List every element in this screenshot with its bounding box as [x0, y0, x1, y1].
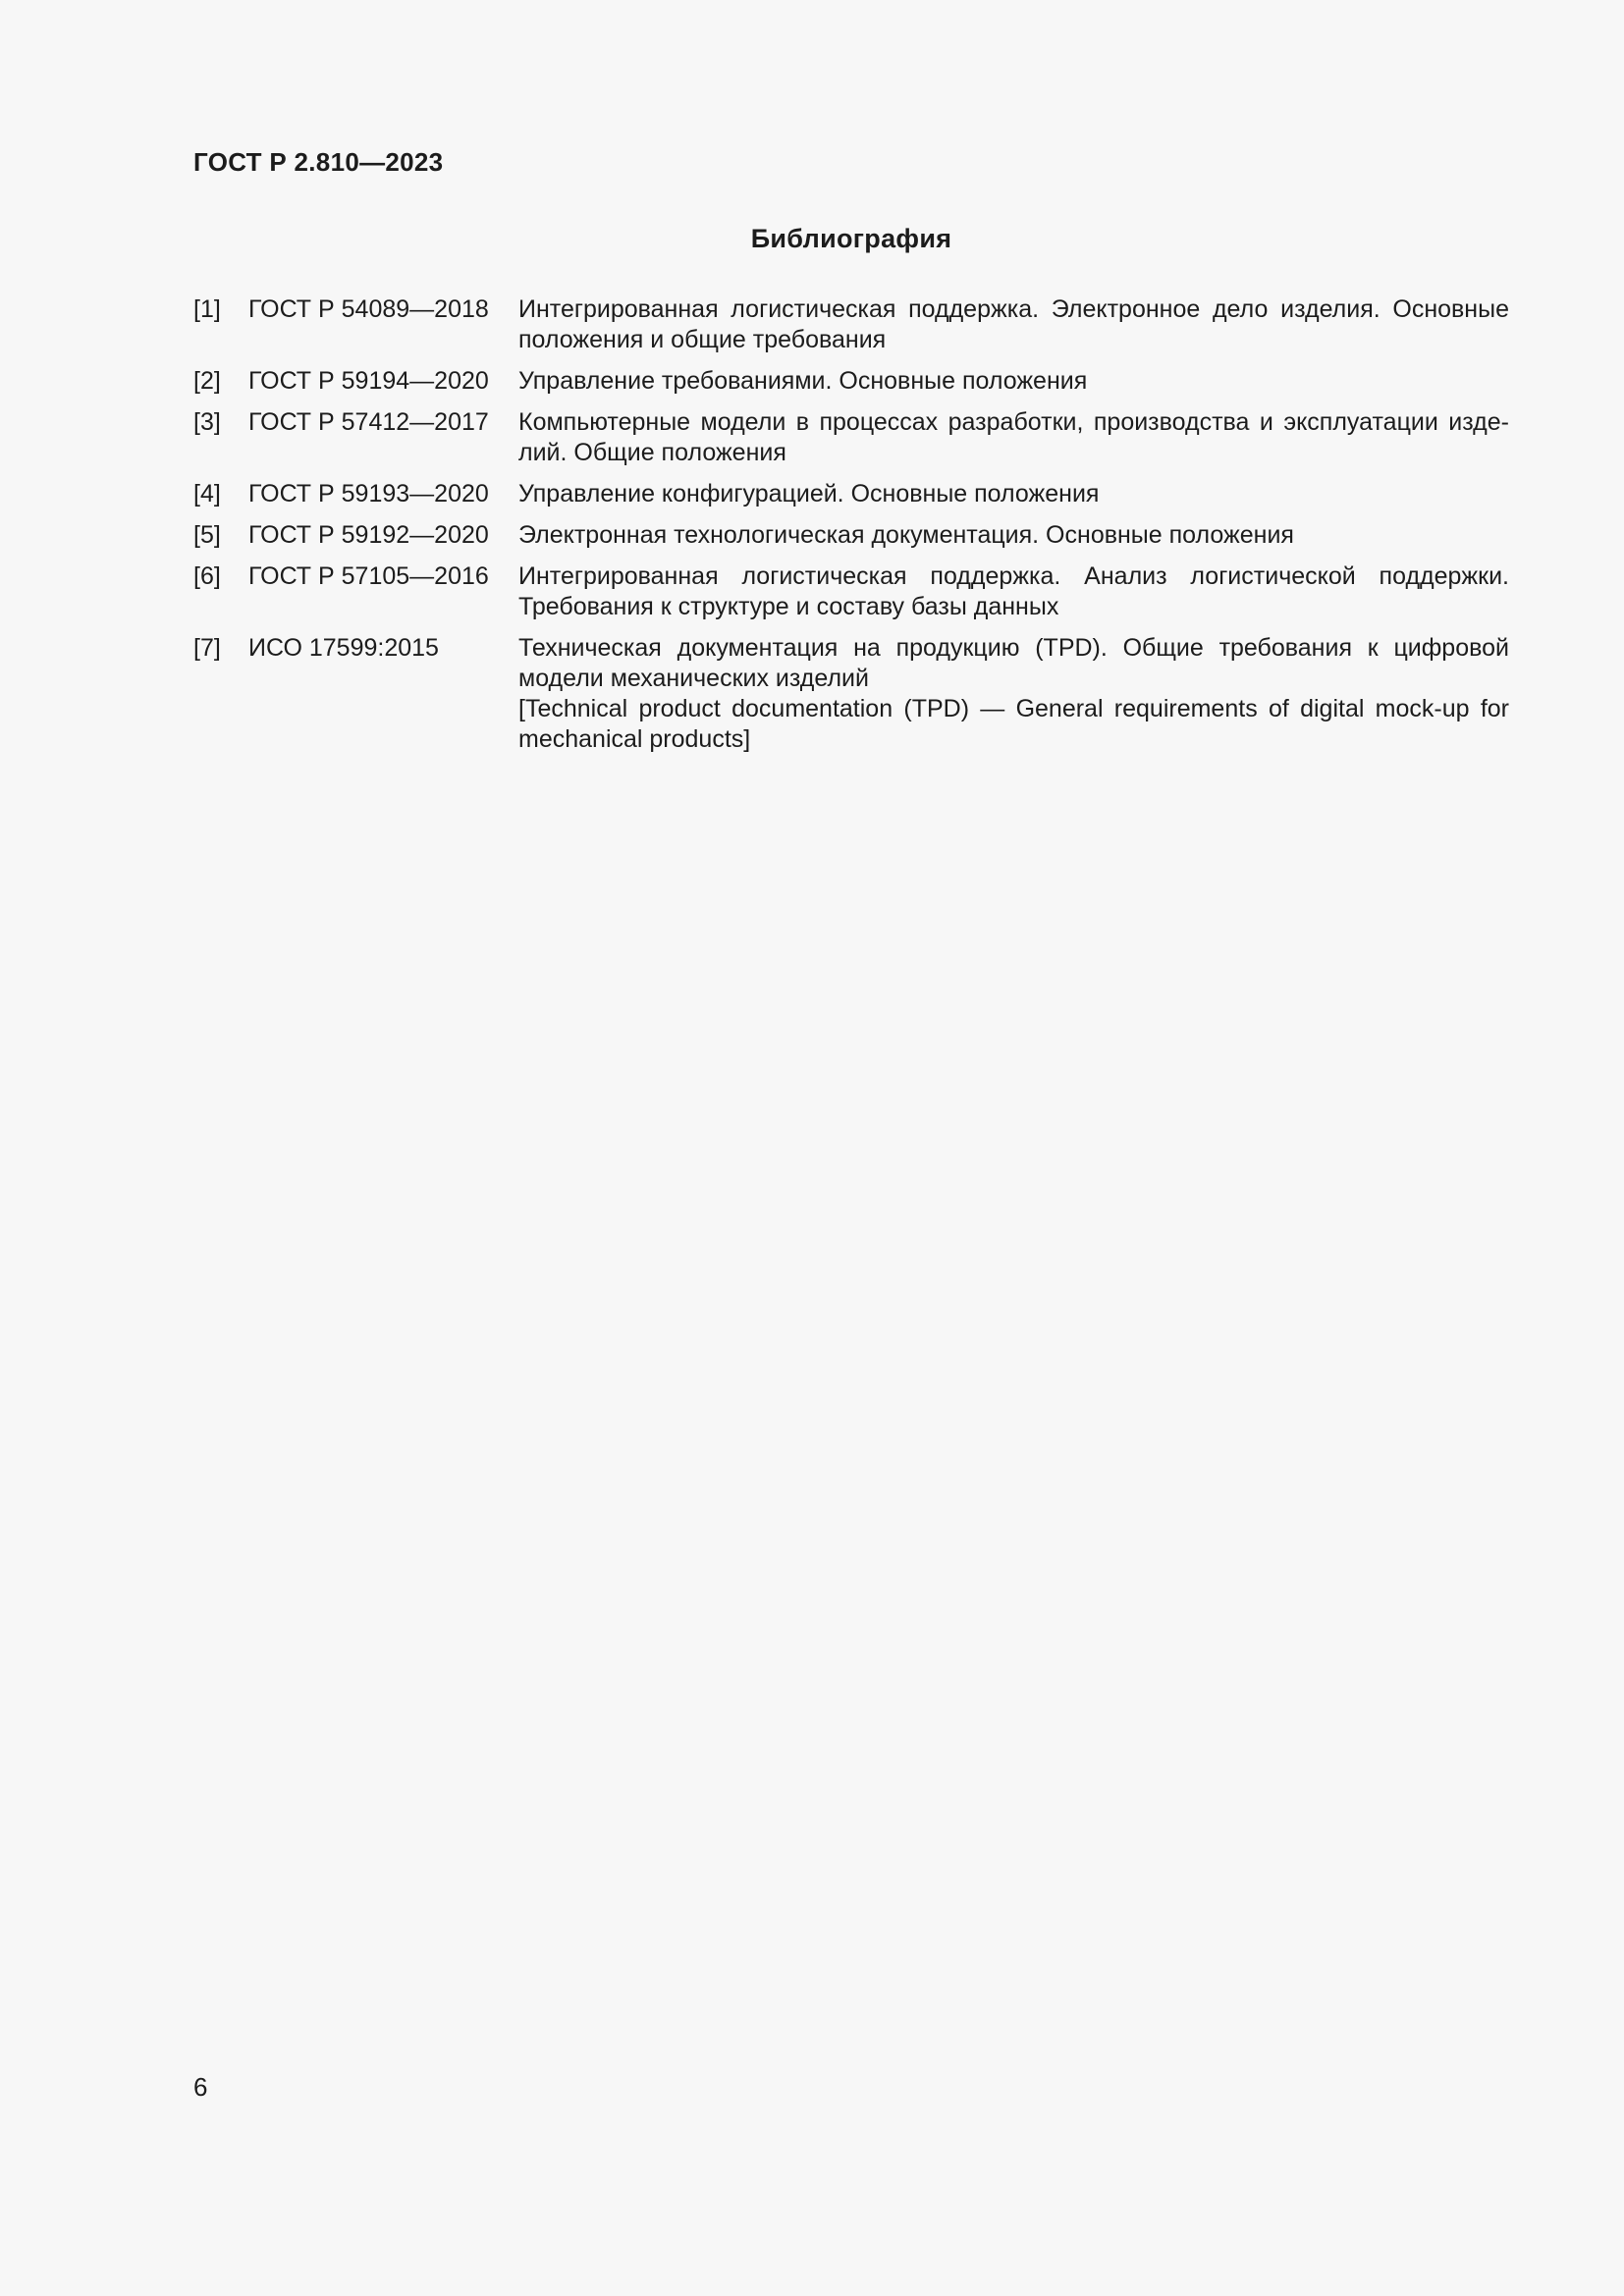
page-number: 6: [193, 2072, 208, 2102]
entry-reference: ГОСТ Р 54089—2018: [248, 295, 489, 323]
entry-title-line: Управление конфигурацией. Основные положения: [518, 480, 1100, 507]
entry-title-translation: [Technical product documentation (TPD) — General requirements of digital mock-up for mechanical products]: [518, 695, 1509, 753]
entry-title: [518, 479, 1509, 509]
entry-title: [518, 366, 1509, 397]
entry-title: [518, 561, 1509, 622]
entry-title: [518, 407, 1509, 468]
entry-title-line: Техническая документация на продукцию (TPD). Общие требования к цифровой модели механических изделий: [518, 634, 1509, 692]
entry-title-line: Компьютерные модели в процессах разработки, производства и эксплуатации изделий. Общие положения: [518, 408, 1509, 466]
bibliography-entry: [193, 407, 1509, 468]
entry-number: [4]: [193, 480, 221, 507]
entry-number: [5]: [193, 521, 221, 549]
entry-title-line: Интегрированная логистическая поддержка. Анализ логистической поддержки. Требования к структуре и составу базы данных: [518, 562, 1509, 620]
entry-title-line: Управление требованиями. Основные положения: [518, 367, 1088, 395]
entry-reference: ИСО 17599:2015: [248, 634, 439, 662]
bibliography-entry: [193, 479, 1509, 509]
entry-number: [3]: [193, 408, 221, 436]
entry-title-line: Электронная технологическая документация. Основные положения: [518, 521, 1294, 549]
entry-number: [6]: [193, 562, 221, 590]
entry-reference: ГОСТ Р 59194—2020: [248, 367, 489, 395]
entry-number: [7]: [193, 634, 221, 662]
entry-reference: ГОСТ Р 59192—2020: [248, 521, 489, 549]
section-title: Библиография: [750, 224, 952, 253]
bibliography-entry: [193, 633, 1509, 755]
entry-reference: ГОСТ Р 59193—2020: [248, 480, 489, 507]
entry-title: [518, 294, 1509, 355]
entry-reference: ГОСТ Р 57412—2017: [248, 408, 489, 436]
document-code: ГОСТ Р 2.810—2023: [193, 147, 444, 177]
bibliography-list: [193, 294, 1509, 766]
entry-number: [2]: [193, 367, 221, 395]
entry-title: [518, 520, 1509, 551]
entry-title-line: Интегрированная логистическая поддержка. Электронное дело изделия. Основные положения и общие требования: [518, 295, 1509, 353]
entry-number: [1]: [193, 295, 221, 323]
entry-reference: ГОСТ Р 57105—2016: [248, 562, 489, 590]
bibliography-entry: [193, 366, 1509, 397]
bibliography-entry: [193, 561, 1509, 622]
bibliography-entry: [193, 520, 1509, 551]
bibliography-entry: [193, 294, 1509, 355]
entry-title: [518, 633, 1509, 755]
